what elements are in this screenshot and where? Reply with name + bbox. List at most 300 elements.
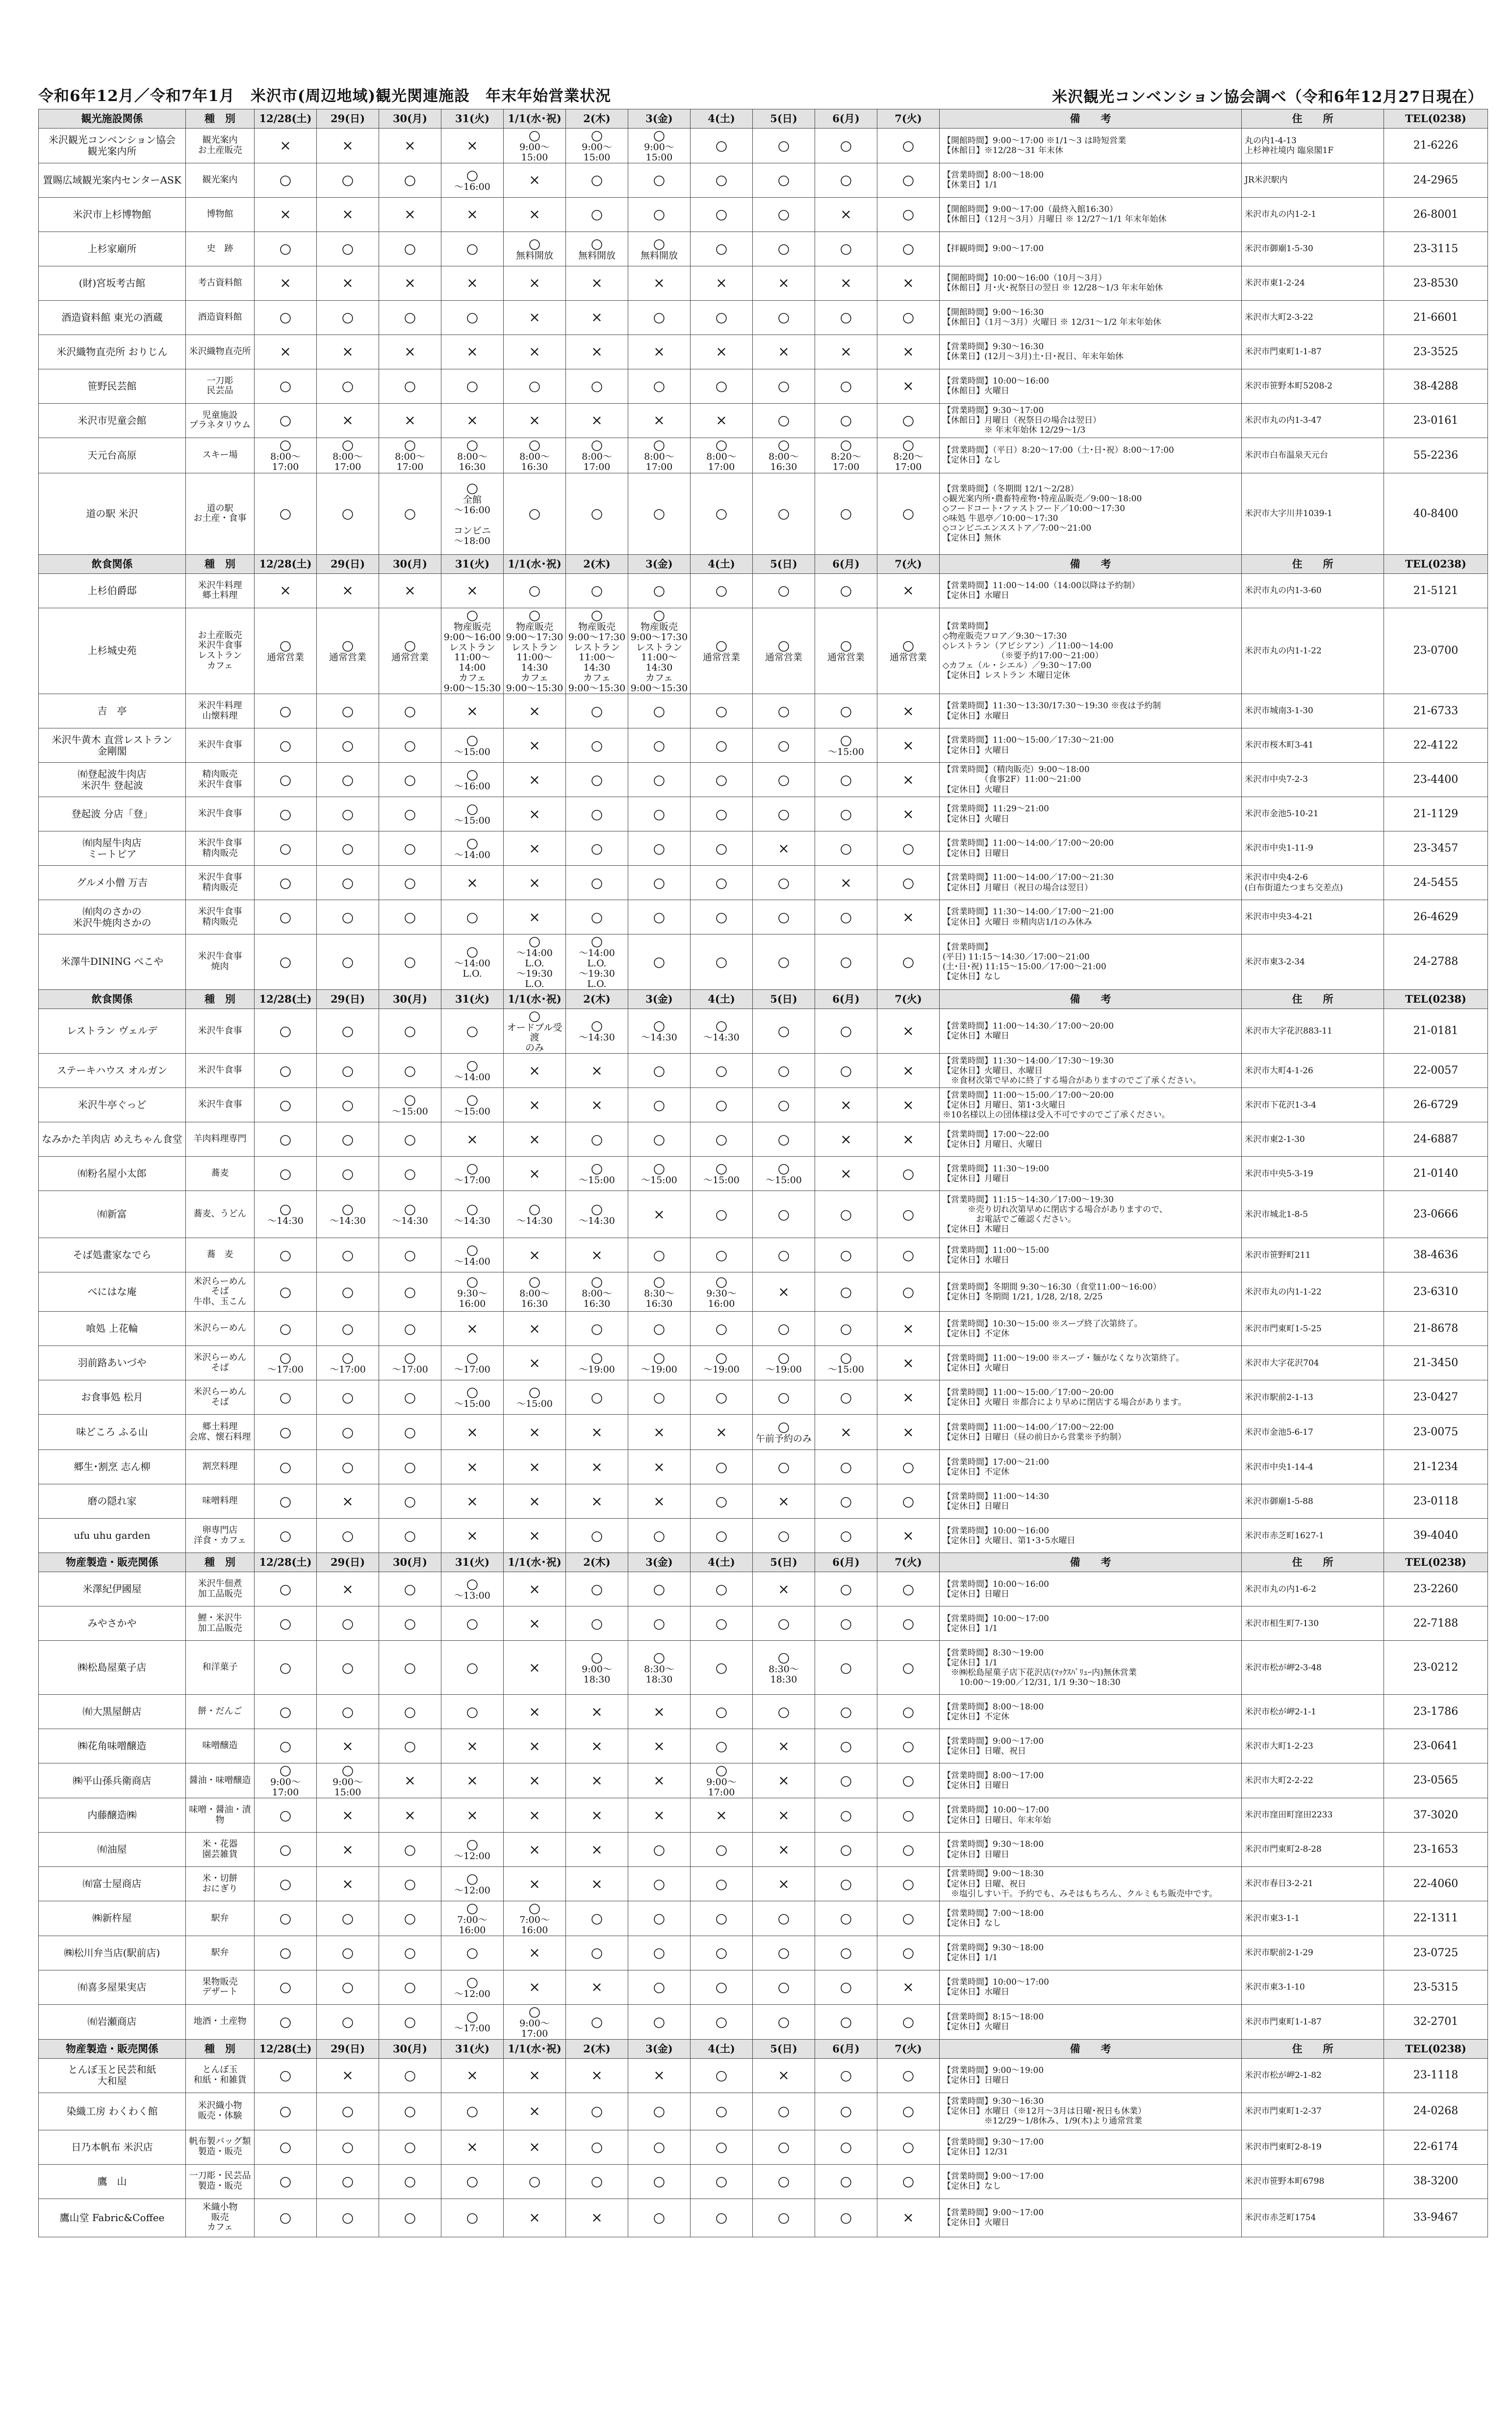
day-status: × [504,1519,566,1553]
table-row [39,1695,1488,1729]
day-status-hours: ～15:00 [454,747,490,758]
day-status-hours: ～14:30 [267,1216,304,1227]
day-status: ○ [691,831,753,866]
day-status: ○ [317,369,379,403]
day-status: ○ [691,2004,753,2039]
facility-tel: 23-3457 [1384,831,1488,866]
day-status: ○ ～17:00 [255,1346,317,1380]
day-status: ○ [566,473,628,554]
day-status: × [317,573,379,608]
day-status: ○ [317,1380,379,1415]
day-status: × [317,1484,379,1519]
day-status-hours: ～15:00 [454,1398,490,1410]
day-status: ○ [691,2093,753,2130]
facility-name: ㈱松島屋菓子店 [39,1641,186,1695]
facility-type: 米沢牛食事 [186,1009,255,1054]
table-row [39,1088,1488,1122]
facility-type: 割烹料理 [186,1450,255,1484]
day-status: ○ [379,900,441,934]
day-status-hours: 8:30～ 16:30 [644,1288,674,1309]
facility-type: 米沢牛食事 [186,728,255,763]
facility-type: 蕎 麦 [186,1238,255,1272]
day-status: × [504,1695,566,1729]
day-status: ○ [815,1484,877,1519]
table-row [39,1346,1488,1380]
day-status: × [441,2130,504,2164]
day-status: ○ [691,728,753,763]
day-status: ○ [815,1191,877,1238]
day-status: ○ [628,369,691,403]
day-status: ○ [877,1763,940,1798]
day-status: ○ [628,163,691,197]
facility-name: なみかた羊肉店 めえちゃん食堂 [39,1122,186,1157]
column-date-header: 5(日) [753,1553,815,1572]
column-date-header: 1/1(水･祝) [504,2039,566,2058]
facility-tel: 21-3450 [1384,1346,1488,1380]
day-status: ○ [691,1238,753,1272]
day-status: × [441,266,504,300]
day-status: ○ [877,1867,940,1901]
section-header-row [39,109,1488,129]
facility-note: 【営業時間】17:00～22:00 【定休日】月曜日、火曜日 [940,1122,1242,1157]
day-status: ○ [691,2199,753,2237]
column-date-header: 30(月) [379,554,441,573]
day-status: × [504,797,566,831]
day-status: ○ ～12:00 [441,1833,504,1867]
facility-name: ㈲富士屋商店 [39,1867,186,1901]
day-status: ○ [566,763,628,797]
facility-address: 米沢市城北1-8-5 [1242,1191,1384,1238]
day-status: × [628,1415,691,1450]
day-status: × [566,266,628,300]
section-header-row [39,1553,1488,1572]
facility-tel: 23-0641 [1384,1729,1488,1763]
facility-name: ㈲粉名屋小太郎 [39,1157,186,1191]
day-status-hours: 8:00～ 16:30 [769,451,799,473]
day-status-hours: 8:00～ 17:00 [706,451,737,473]
facility-address: 米沢市相生町7-130 [1242,1606,1384,1641]
facility-type: 精肉販売 米沢牛食事 [186,763,255,797]
facility-type: 蕎麦 [186,1157,255,1191]
facility-tel: 23-0427 [1384,1380,1488,1415]
day-status: ○ [877,1191,940,1238]
day-status: ○ [317,797,379,831]
day-status: ○ ～17:00 [317,1346,379,1380]
facility-name: 酒造資料館 東光の酒蔵 [39,300,186,335]
day-status: ○ [255,1484,317,1519]
column-date-header: 2(木) [566,2039,628,2058]
day-status: ○ [379,1272,441,1312]
day-status: ○ [317,163,379,197]
table-row [39,1572,1488,1606]
day-status: × [504,1484,566,1519]
document-source: 米沢観光コンベンション協会調べ（令和6年12月27日現在） [1052,88,1484,106]
column-date-header: 5(日) [753,2039,815,2058]
facility-tel: 23-1653 [1384,1833,1488,1867]
facility-type: 醤油・味噌醸造 [186,1763,255,1798]
day-status: ○ [566,1901,628,1936]
day-status: ○ [877,300,940,335]
day-status: ○ [566,1519,628,1553]
day-status: ○ [317,1272,379,1312]
day-status-hours: ～14:30 [516,1216,553,1227]
day-status: ○ [255,1088,317,1122]
facility-tel: 21-1234 [1384,1450,1488,1484]
day-status-hours: 通常営業 [702,652,740,663]
facility-note: 【営業時間】11:00～15:00／17:30～21:00 【定休日】火曜日 [940,728,1242,763]
day-status: × [566,1054,628,1088]
day-status: ○ [379,1867,441,1901]
day-status: ○ [753,573,815,608]
day-status: × [317,1867,379,1901]
day-status: ○ [255,1054,317,1088]
facility-type: 米沢牛食事 精肉販売 [186,831,255,866]
column-date-header: 5(日) [753,554,815,573]
facility-tel: 39-4040 [1384,1519,1488,1553]
day-status-hours: 9:30～ 16:00 [706,1288,737,1309]
facility-address: 米沢市桜木町3-41 [1242,728,1384,763]
facility-tel: 23-0725 [1384,1936,1488,1970]
facility-note: 【営業時間】11:30～13:30/17:30～19:30 ※夜は予約制 【定休日】水曜日 [940,694,1242,728]
day-status-hours: ～12:00 [454,1851,490,1862]
day-status: × [441,1798,504,1833]
day-status: ○ 8:00～ 16:30 [566,1272,628,1312]
facility-type: 米沢らーめん そば 牛串、玉こん [186,1272,255,1312]
day-status: × [566,1970,628,2004]
facility-address: 米沢市中央4-2-6 (白布街道たつまち交差点) [1242,866,1384,900]
facility-tel: 23-3525 [1384,335,1488,369]
column-date-header: 3(金) [628,554,691,573]
day-status: × [504,335,566,369]
day-status: × [441,197,504,232]
facility-address: 米沢市窪田町窪田2233 [1242,1798,1384,1833]
facility-tel: 23-0212 [1384,1641,1488,1695]
facility-type: 史 跡 [186,232,255,266]
day-status: × [504,1157,566,1191]
day-status: × [255,573,317,608]
day-status: ○ [753,934,815,990]
day-status: ○ [691,2130,753,2164]
day-status-hours: 9:00～ 17:00 [706,1777,737,1798]
day-status-hours: 8:20～ 17:00 [831,451,861,473]
table-row [39,300,1488,335]
day-status: ○ [753,1238,815,1272]
column-date-header: 7(火) [877,1553,940,1572]
day-status: ○ [379,728,441,763]
day-status: ○ [566,797,628,831]
facility-tel: 23-1118 [1384,2058,1488,2093]
day-status: ○ [255,831,317,866]
day-status: × [877,1346,940,1380]
facility-name: 天元台高原 [39,438,186,473]
day-status: ○ [877,2058,940,2093]
table-row [39,2004,1488,2039]
day-status: ○ [815,2058,877,2093]
day-status: × [379,1763,441,1798]
day-status: ○ [815,1729,877,1763]
day-status: × [691,1798,753,1833]
facility-type: 博物館 [186,197,255,232]
day-status: ○ [877,1833,940,1867]
column-address-header: 住 所 [1242,109,1384,129]
day-status: ○ [815,163,877,197]
day-status: ○ [317,1641,379,1695]
day-status: ○ ～15:00 [379,1088,441,1122]
day-status: ○ [255,2130,317,2164]
day-status: ○ ～14:00 [441,1054,504,1088]
day-status: ○ ～17:00 [379,1346,441,1380]
facility-address: 米沢市東3-1-10 [1242,1970,1384,2004]
facility-note: 【営業時間】11:00～14:00／17:00～22:00 【定休日】日曜日（昼の前日から営業※予約制） [940,1415,1242,1450]
day-status: ○ [441,1695,504,1729]
facility-address: 米沢市大字花沢704 [1242,1346,1384,1380]
facility-address: 米沢市松が岬2-3-48 [1242,1641,1384,1695]
day-status: ○ [753,2199,815,2237]
day-status: ○ [566,1606,628,1641]
day-status: ○ [317,300,379,335]
facility-type: 米沢らーめん [186,1312,255,1346]
facility-name: ㈱平山孫兵衛商店 [39,1763,186,1798]
day-status: × [566,335,628,369]
day-status: ○ [753,763,815,797]
day-status: ○ [379,1641,441,1695]
facility-tel: 23-5315 [1384,1970,1488,2004]
column-date-header: 12/28(土) [255,1553,317,1572]
day-status-hours: 9:30～ 16:00 [457,1288,487,1309]
day-status-hours: ～16:00 [454,781,490,792]
day-status: × [317,266,379,300]
day-status: ○ [255,797,317,831]
day-status: × [504,1415,566,1450]
day-status: × [317,1729,379,1763]
day-status: ○ ～14:30 [441,1191,504,1238]
day-status: ○ [379,1450,441,1484]
day-status: ○ [753,1054,815,1088]
day-status: × [877,900,940,934]
section-name: 観光施設関係 [39,109,186,129]
day-status: ○ 8:30～ 18:30 [628,1641,691,1695]
day-status-hours: ～17:00 [330,1364,366,1375]
day-status: ○ [255,163,317,197]
day-status: × [566,1450,628,1484]
day-status: ○ [815,369,877,403]
table-row [39,694,1488,728]
day-status-hours: ～14:30 [454,1216,490,1227]
facility-tel: 55-2236 [1384,438,1488,473]
facility-type: 和洋菓子 [186,1641,255,1695]
day-status: ○ [379,1729,441,1763]
day-status: ○ [255,2004,317,2039]
section-header-row [39,554,1488,573]
facility-name: 鷹 山 [39,2164,186,2199]
day-status: × [566,1415,628,1450]
column-address-header: 住 所 [1242,2039,1384,2058]
column-note-header: 備 考 [940,989,1242,1009]
day-status: × [504,1238,566,1272]
facility-tel: 21-6601 [1384,300,1488,335]
facility-note: 【営業時間】11:00～15:00／17:00～20:00 【定休日】火曜日 ※都合により早めに閉店する場合があります。 [940,1380,1242,1415]
day-status: ○ [815,1312,877,1346]
facility-tel: 21-5121 [1384,573,1488,608]
day-status: ○ [379,1157,441,1191]
day-status: × [317,1572,379,1606]
day-status: ○ [628,1380,691,1415]
facility-note: 【営業時間】17:00～21:00 【定休日】不定休 [940,1450,1242,1484]
day-status: ○ ～15:00 [628,1157,691,1191]
day-status: ○ [691,1970,753,2004]
day-status-hours: ～15:00 [454,1106,490,1117]
day-status-hours: 9:00～ 17:00 [270,1777,301,1798]
day-status-hours: ～13:00 [454,1590,490,1602]
day-status: ○ [753,1519,815,1553]
day-status-hours: ～14:30 [579,1032,615,1043]
facility-address: 米沢市丸の内1-3-60 [1242,573,1384,608]
day-status: ○ 8:30～ 18:30 [753,1641,815,1695]
day-status: × [317,129,379,163]
day-status: × [877,369,940,403]
day-status: ○ [255,1009,317,1054]
facility-type: 蕎麦、うどん [186,1191,255,1238]
table-row [39,1157,1488,1191]
day-status: × [877,763,940,797]
facility-type: とんぼ玉 和紙・和雑貨 [186,2058,255,2093]
day-status: ○ [255,473,317,554]
day-status: ○ [628,866,691,900]
day-status-hours: 物産販売 9:00～17:30 レストラン 11:00～14:30 カフェ 9:00～15:30 [568,621,626,694]
facility-name: ㈱松川弁当店(駅前店) [39,1936,186,1970]
facility-name: 置賜広域観光案内センターASK [39,163,186,197]
column-date-header: 7(火) [877,109,940,129]
facility-tel: 32-2701 [1384,2004,1488,2039]
day-status: × [628,2058,691,2093]
day-status-hours: ～14:30 [641,1032,677,1043]
facility-address: 米沢市丸の内1-1-22 [1242,608,1384,694]
column-date-header: 4(土) [691,554,753,573]
day-status: ○ 8:00～ 16:30 [504,1272,566,1312]
day-status: ○ 9:00～ 17:00 [255,1763,317,1798]
facility-type: 米織小物 販売 カフェ [186,2199,255,2237]
facility-type: 果物販売 デザート [186,1970,255,2004]
day-status: ○ [628,2093,691,2130]
day-status: × [441,1729,504,1763]
day-status-hours: 通常営業 [827,652,865,663]
facility-address: 米沢市大町2-3-22 [1242,300,1384,335]
facility-name: 吉 亭 [39,694,186,728]
day-status: ○ [628,1088,691,1122]
day-status: × [877,1054,940,1088]
day-status: × [877,728,940,763]
day-status-hours: 通常営業 [391,652,429,663]
day-status: ○ 物産販売 9:00～17:30 レストラン 11:00～14:30 カフェ 9:00～15:30 [628,608,691,694]
facility-address: 米沢市門東町2-8-28 [1242,1833,1384,1867]
facility-address: 米沢市東3-1-1 [1242,1901,1384,1936]
day-status-hours: ～15:00 [703,1175,740,1186]
day-status: ○ [255,1312,317,1346]
day-status: ○ ～15:00 [441,728,504,763]
column-date-header: 29(日) [317,109,379,129]
day-status: ○ 無料開放 [566,232,628,266]
facility-address: 米沢市大町1-2-23 [1242,1729,1384,1763]
facility-type: 味噌醸造 [186,1729,255,1763]
day-status: ○ [379,1484,441,1519]
day-status: ○ [877,1272,940,1312]
table-row [39,1238,1488,1272]
facility-type: 米沢牛料理 郷土料理 [186,573,255,608]
facility-name: ㈲肉屋牛肉店 ミートピア [39,831,186,866]
column-date-header: 1/1(水･祝) [504,109,566,129]
day-status: ○ [753,403,815,438]
day-status: × [441,1484,504,1519]
day-status: ○ [815,1936,877,1970]
facility-address: 米沢市金池5-6-17 [1242,1415,1384,1450]
facility-name: そば処畫家なでら [39,1238,186,1272]
day-status: ○ [628,573,691,608]
table-row [39,1936,1488,1970]
day-status: × [566,1798,628,1833]
day-status: ○ [566,573,628,608]
facility-note: 【営業時間】（精肉販売）9:00～18:00 （食事2F）11:00～21:00 【定休日】火曜日 [940,763,1242,797]
day-status: ○ [753,694,815,728]
day-status: ○ [255,1606,317,1641]
facility-address: 米沢市中央1-11-9 [1242,831,1384,866]
day-status: ○ [317,763,379,797]
day-status: ○ [691,1519,753,1553]
facility-note: 【営業時間】11:00～14:00／17:00～20:00 【定休日】日曜日 [940,831,1242,866]
facility-note: 【営業時間】9:00～17:00 【定休日】なし [940,2164,1242,2199]
facility-note: 【営業時間】10:30～15:00 ※スープ終了次第終了。 【定休日】不定休 [940,1312,1242,1346]
day-status: × [441,1122,504,1157]
facility-tel: 40-8400 [1384,473,1488,554]
day-status: × [877,797,940,831]
day-status: ○ [566,831,628,866]
day-status-hours: ～17:00 [392,1364,428,1375]
day-status: ○ 通常営業 [753,608,815,694]
column-date-header: 31(火) [441,2039,504,2058]
day-status: ○ ～16:00 [441,763,504,797]
column-date-header: 4(土) [691,989,753,1009]
column-type-header: 種 別 [186,2039,255,2058]
facility-note: 【営業時間】11:00～14:00／17:00～21:30 【定休日】月曜日（祝日の場合は翌日） [940,866,1242,900]
day-status-hours: ～14:30 [703,1032,740,1043]
day-status: ○ 8:00～ 17:00 [691,438,753,473]
day-status: ○ [255,1122,317,1157]
facility-type: 米沢織小物 販売・体験 [186,2093,255,2130]
day-status: ○ オードブル受渡 のみ [504,1009,566,1054]
facility-type: 観光案内 [186,163,255,197]
facility-address: 米沢市門東町1-1-87 [1242,2004,1384,2039]
day-status: ○ [815,1519,877,1553]
day-status: ○ [317,1415,379,1450]
day-status: ○ [255,728,317,763]
day-status: × [753,2058,815,2093]
day-status: ○ [815,1009,877,1054]
day-status: ○ [753,1312,815,1346]
day-status: ○ [877,2093,940,2130]
day-status: ○ [317,1312,379,1346]
facility-name: 味どころ ふる山 [39,1415,186,1450]
day-status: ○ [753,2130,815,2164]
day-status: ○ [691,300,753,335]
day-status: ○ [255,2199,317,2237]
day-status: ○ [628,473,691,554]
day-status: ○ [753,1191,815,1238]
day-status: ○ [379,1572,441,1606]
day-status: ○ [877,1157,940,1191]
column-date-header: 31(火) [441,989,504,1009]
day-status: ○ [815,1572,877,1606]
day-status: ○ [441,300,504,335]
day-status: ○ [753,473,815,554]
